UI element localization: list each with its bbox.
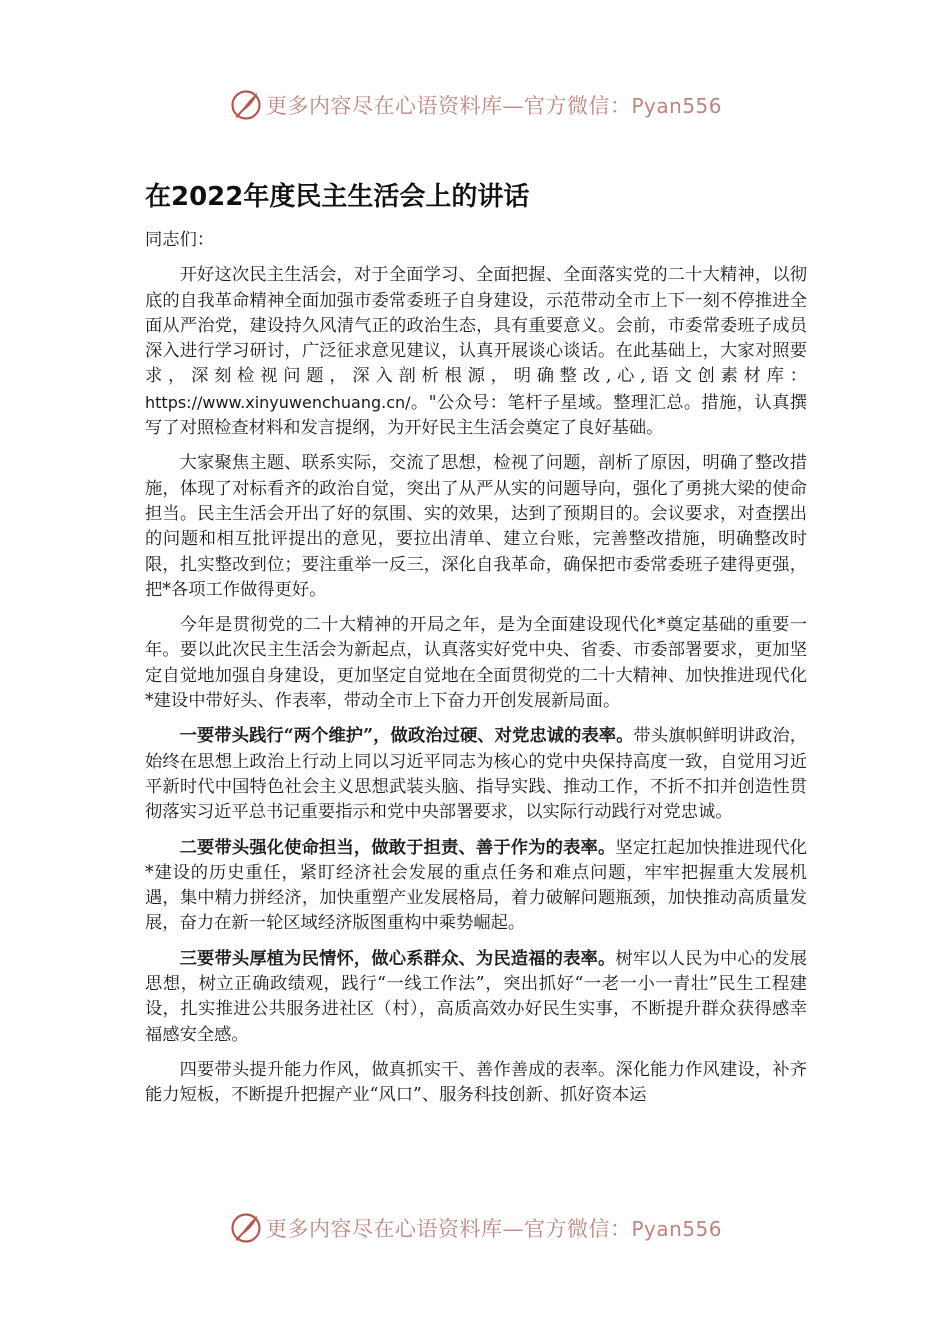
watermark-banner-bottom <box>0 1208 950 1248</box>
document-title: 在2022年度民主生活会上的讲话 <box>145 182 530 212</box>
paragraph-2: 大家聚焦主题、联系实际，交流了思想，检视了问题，剖析了原因，明确了整改措施，体现了对标看齐的政治自觉，突出了从严从实的问题导向，强化了勇挑大梁的使命担当。民主生活会开出了好的氛围、实的效果，达到了预期目的。会议要求，对查摆出的问题和相互批评提出的意见，要拉出清单、建立台账，完善整改措施，明确整改时限，扎实整改到位；要注重举一反三，深化自我革命，确保把市委常委班子建得更强，把*各项工作做得更好。 <box>145 453 807 600</box>
paragraph-6-heading: 三要带头厚植为民情怀，做心系群众、为民造福的表率。 <box>179 948 616 969</box>
watermark-handle: Pyan556 <box>631 94 722 118</box>
source-url: https://www.xinyuwenchuang.cn/ <box>145 392 411 412</box>
paragraph-5: 二要带头强化使命担当，做敢于担责、善于作为的表率。坚定扛起加快推进现代化*建设的历史重任，紧盯经济社会发展的重点任务和难点问题，牢牢把握重大发展机遇，集中精力拼经济，加快重塑产业发展格局，着力破解问题瓶颈，加快推动高质量发展，奋力在新一轮区域经济版图重构中乘势崛起。 <box>145 837 807 934</box>
watermark-text: 更多内容尽在心语资料库—官方微信：Pyan556 <box>265 1217 722 1241</box>
watermark-text: 更多内容尽在心语资料库—官方微信：Pyan556 <box>265 94 722 118</box>
paragraph-4-heading: 一要带头践行“两个维护”，做政治过硬、对党忠诚的表率。 <box>179 726 634 747</box>
paragraph-3: 今年是贯彻党的二十大精神的开局之年，是为全面建设现代化*奠定基础的重要一年。要以此次民主生活会为新起点，认真落实好党中央、省委、市委部署要求，更加坚定自觉地加强自身建设，更加坚定自觉地在全面贯彻党的二十大精神、加快推进现代化*建设中带好头、作表率，带动全市上下奋力开创发展新局面。 <box>145 615 807 712</box>
paragraph-7: 四要带头提升能力作风，做真抓实干、善作善成的表率。深化能力作风建设，补齐能力短板，不断提升把握产业“风口”、服务科技创新、抓好资本运 <box>145 1059 807 1106</box>
paragraph-5-heading: 二要带头强化使命担当，做敢于担责、善于作为的表率。 <box>179 837 616 858</box>
paragraph-6: 三要带头厚植为民情怀，做心系群众、为民造福的表率。树牢以人民为中心的发展思想，树立正确政绩观，践行“一线工作法”，突出抓好“一老一小一青壮”民生工程建设，扎实推进公共服务进社区（村），高质高效办好民生实事，不断提升群众获得感幸福感安全感。 <box>145 948 807 1045</box>
paragraph-4: 一要带头践行“两个维护”，做政治过硬、对党忠诚的表率。带头旗帜鲜明讲政治，始终在思想上政治上行动上同以习近平同志为核心的党中央保持高度一致，自觉用习近平新时代中国特色社会主义思想武装头脑、指导实践、推动工作，不折不扣并创造性贯彻落实习近平总书记重要指示和党中央部署要求，以实际行动践行对党忠诚。 <box>145 726 807 823</box>
salutation: 同志们： <box>145 230 215 250</box>
watermark-banner-top <box>0 85 950 125</box>
feather-pen-logo-icon <box>228 87 264 123</box>
watermark-handle: Pyan556 <box>631 1217 722 1241</box>
paragraph-1: 开好这次民主生活会，对于全面学习、全面把握、全面落实党的二十大精神，以彻底的自我革命精神全面加强市委常委班子自身建设，示范带动全市上下一刻不停推进全面从严治党，建设持久风清气正的政治生态，具有重要意义。会前，市委常委班子成员深入进行学习研讨，广泛征求意见建议，认真开展谈心谈话。在此基础上，大家对照要求，深刻检视问题，深入剖析根源，明确整改,心,语文创素材库：https://www.xinyuwenchuang.cn/。"公众号：笔杆子星域。整理汇总。措施，认真撰写了对照检查材料和发言提纲，为开好民主生活会奠定了良好基础。 <box>145 265 807 439</box>
document-body <box>145 228 807 1119</box>
feather-pen-logo-icon <box>228 1210 264 1246</box>
